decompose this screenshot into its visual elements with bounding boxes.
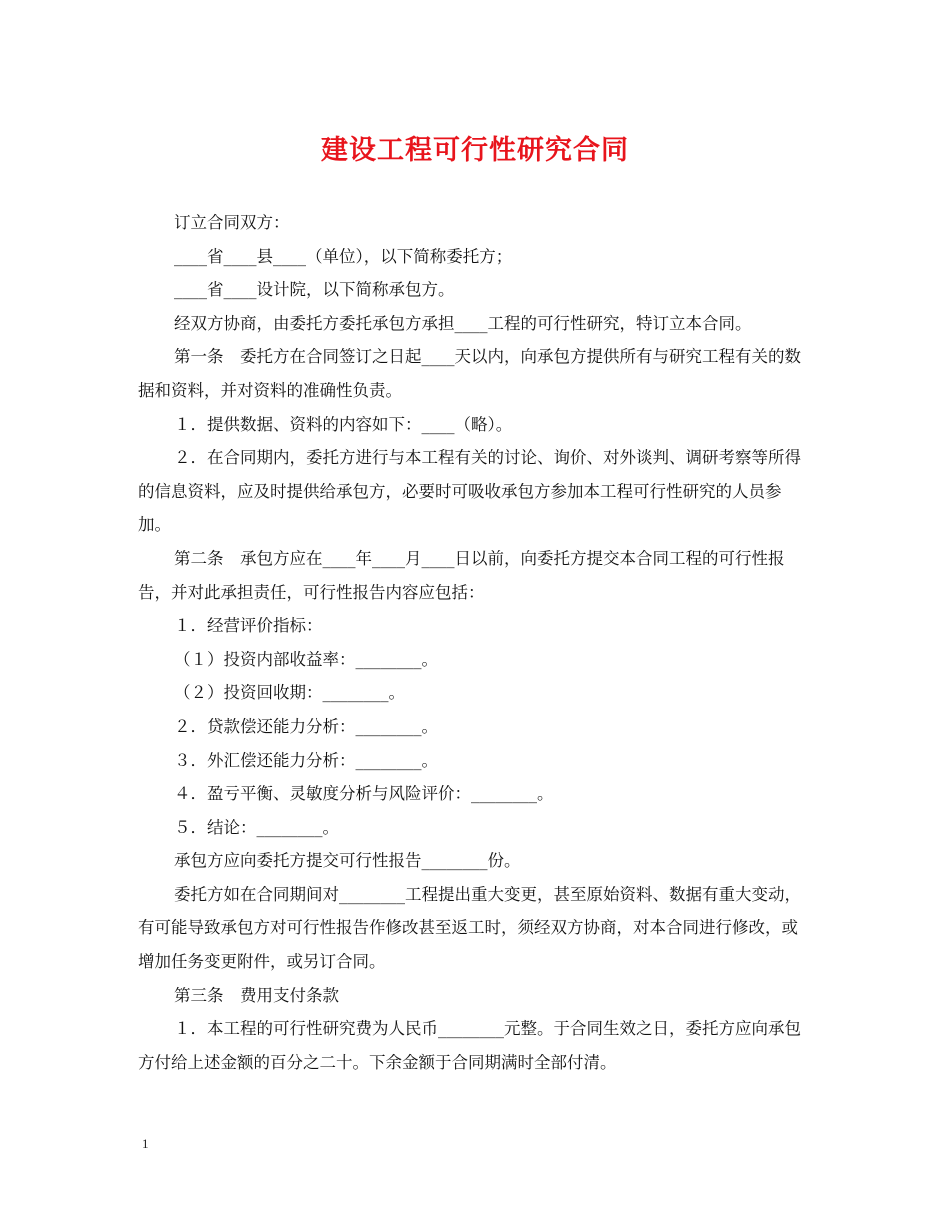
- paragraph-report-copies: 承包方应向委托方提交可行性报告________份。: [174, 851, 521, 871]
- paragraph-parties-heading: 订立合同双方：: [174, 213, 290, 232]
- paragraph-article-2-sub-2: （２）投资回收期：________。: [174, 683, 405, 703]
- page-number: 1: [142, 1136, 149, 1151]
- paragraph-article-2-item-3: ３．外汇偿还能力分析：________。: [174, 750, 438, 770]
- paragraph-article-2-item-2: ２．贷款偿还能力分析：________。: [174, 716, 438, 736]
- paragraph-article-1-item-2: ２．在合同期内，委托方进行与本工程有关的讨论、询价、对外谈判、调研考察等所得的信息资料，应及时提供给承包方，必要时可吸收承包方参加本工程可行性研究的人员参加。: [138, 448, 801, 535]
- paragraph-article-1: 第一条 委托方在合同签订之日起____天以内，向承包方提供所有与研究工程有关的数据和资料，并对资料的准确性负责。: [138, 347, 801, 400]
- paragraph-changes: 委托方如在合同期间对________工程提出重大变更，甚至原始资料、数据有重大变动，有可能导致承包方对可行性报告作修改甚至返工时，须经双方协商，对本合同进行修改，或增加任务变更附件，或另订合同。: [138, 884, 801, 972]
- paragraph-article-1-item-1: １．提供数据、资料的内容如下：____（略）。: [174, 414, 513, 434]
- paragraph-client: ____省____县____（单位），以下简称委托方；: [174, 246, 513, 266]
- paragraph-article-2: 第二条 承包方应在____年____月____日以前，向委托方提交本合同工程的可行性报告，并对此承担责任，可行性报告内容应包括：: [138, 548, 785, 602]
- paragraph-article-2-item-1: １．经营评价指标：: [174, 616, 323, 636]
- paragraph-article-2-item-5: ５．结论：________。: [174, 817, 339, 837]
- document-body: [138, 206, 814, 1079]
- paragraph-agreement: 经双方协商，由委托方委托承包方承担____工程的可行性研究，特订立本合同。: [174, 313, 752, 333]
- paragraph-article-3-item-1: １．本工程的可行性研究费为人民币________元整。于合同生效之日，委托方应向承包方付给上述金额的百分之二十。下余金额于合同期满时全部付清。: [138, 1019, 801, 1072]
- paragraph-article-3: 第三条 费用支付条款: [174, 985, 339, 1005]
- paragraph-article-2-item-4: ４．盈亏平衡、灵敏度分析与风险评价：________。: [174, 784, 554, 804]
- paragraph-article-2-sub-1: （１）投资内部收益率：________。: [174, 649, 438, 669]
- document-title: 建设工程可行性研究合同: [321, 135, 629, 166]
- paragraph-contractor: ____省____设计院，以下简称承包方。: [174, 280, 455, 300]
